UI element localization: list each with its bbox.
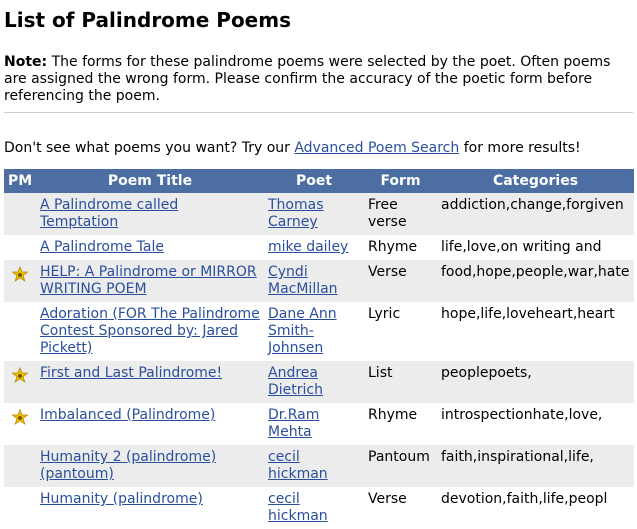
poem-title-cell — [36, 403, 264, 445]
poems-table-body — [4, 193, 634, 529]
table-row — [4, 302, 634, 361]
note-label: Note: — [4, 54, 48, 70]
poem-title-link[interactable]: Humanity (palindrome) — [40, 491, 203, 507]
premium-member-star-icon — [12, 266, 28, 282]
poet-link[interactable]: Dane Ann Smith-Johnsen — [268, 306, 337, 356]
poem-title-cell — [36, 487, 264, 529]
poet-cell — [264, 403, 364, 445]
header-categories[interactable]: Categories — [437, 169, 634, 193]
header-poet[interactable]: Poet — [264, 169, 364, 193]
poet-link[interactable]: Cyndi MacMillan — [268, 264, 338, 297]
pm-cell — [4, 235, 36, 260]
table-row — [4, 445, 634, 487]
header-form[interactable]: Form — [364, 169, 437, 193]
pm-cell — [4, 193, 36, 235]
table-row — [4, 361, 634, 403]
poet-link[interactable]: cecil hickman — [268, 449, 328, 482]
poet-cell — [264, 445, 364, 487]
table-row — [4, 487, 634, 529]
poet-cell — [264, 260, 364, 302]
poem-form: Lyric — [364, 302, 437, 361]
poet-link[interactable]: cecil hickman — [268, 491, 328, 524]
poem-form: Verse — [364, 260, 437, 302]
poet-cell — [264, 193, 364, 235]
poem-form: Pantoum — [364, 445, 437, 487]
premium-member-star-icon — [12, 409, 28, 425]
poem-title-cell — [36, 235, 264, 260]
page-title: List of Palindrome Poems — [4, 8, 291, 32]
pm-cell — [4, 403, 36, 445]
poem-categories: introspectionhate,love, — [437, 403, 634, 445]
table-row — [4, 260, 634, 302]
poem-categories: food,hope,people,war,hate — [437, 260, 634, 302]
table-row — [4, 235, 634, 260]
poet-link[interactable]: Andrea Dietrich — [268, 365, 323, 398]
poems-table — [4, 169, 634, 529]
table-row — [4, 193, 634, 235]
table-row — [4, 403, 634, 445]
pm-cell — [4, 302, 36, 361]
premium-member-star-icon — [12, 367, 28, 383]
search-prompt — [4, 140, 633, 157]
poet-link[interactable]: Thomas Carney — [268, 197, 324, 230]
poem-title-cell — [36, 361, 264, 403]
poem-title-cell — [36, 302, 264, 361]
poem-title-link[interactable]: First and Last Palindrome! — [40, 365, 223, 381]
note-text: The forms for these palindrome poems were selected by the poet. Often poems are assigned the wrong form. Please confirm the accuracy of the poetic form before referencing the poem. — [4, 54, 611, 104]
poem-title-link[interactable]: A Palindrome Tale — [40, 239, 164, 255]
poem-categories: peoplepoets, — [437, 361, 634, 403]
poem-title-link[interactable]: Adoration (FOR The Palindrome Contest Sponsored by: Jared Pickett) — [40, 306, 260, 356]
table-header-row — [4, 169, 634, 193]
poem-title-cell — [36, 193, 264, 235]
header-pm[interactable]: PM — [4, 169, 36, 193]
poem-categories: addiction,change,forgiven — [437, 193, 634, 235]
poem-categories: hope,life,loveheart,heart — [437, 302, 634, 361]
poem-form: Rhyme — [364, 403, 437, 445]
poet-cell — [264, 487, 364, 529]
form-note — [4, 54, 633, 113]
poem-title-link[interactable]: Imbalanced (Palindrome) — [40, 407, 216, 423]
poet-link[interactable]: Dr.Ram Mehta — [268, 407, 320, 440]
search-prefix: Don't see what poems you want? Try our — [4, 140, 295, 156]
header-poem-title[interactable]: Poem Title — [36, 169, 264, 193]
poem-form: Rhyme — [364, 235, 437, 260]
poem-categories: faith,inspirational,life, — [437, 445, 634, 487]
poet-link[interactable]: mike dailey — [268, 239, 349, 255]
poem-title-link[interactable]: HELP: A Palindrome or MIRROR WRITING POEM — [40, 264, 257, 297]
advanced-search-link[interactable]: Advanced Poem Search — [294, 140, 460, 156]
poem-form: Free verse — [364, 193, 437, 235]
poet-cell — [264, 235, 364, 260]
poet-cell — [264, 302, 364, 361]
poem-title-link[interactable]: Humanity 2 (palindrome) (pantoum) — [40, 449, 217, 482]
poem-form: List — [364, 361, 437, 403]
poem-categories: devotion,faith,life,peopl — [437, 487, 634, 529]
poem-categories: life,love,on writing and — [437, 235, 634, 260]
pm-cell — [4, 445, 36, 487]
poem-title-cell — [36, 260, 264, 302]
pm-cell — [4, 487, 36, 529]
pm-cell — [4, 361, 36, 403]
poem-form: Verse — [364, 487, 437, 529]
poem-title-cell — [36, 445, 264, 487]
poem-title-link[interactable]: A Palindrome called Temptation — [40, 197, 179, 230]
pm-cell — [4, 260, 36, 302]
search-suffix: for more results! — [459, 140, 581, 156]
poet-cell — [264, 361, 364, 403]
